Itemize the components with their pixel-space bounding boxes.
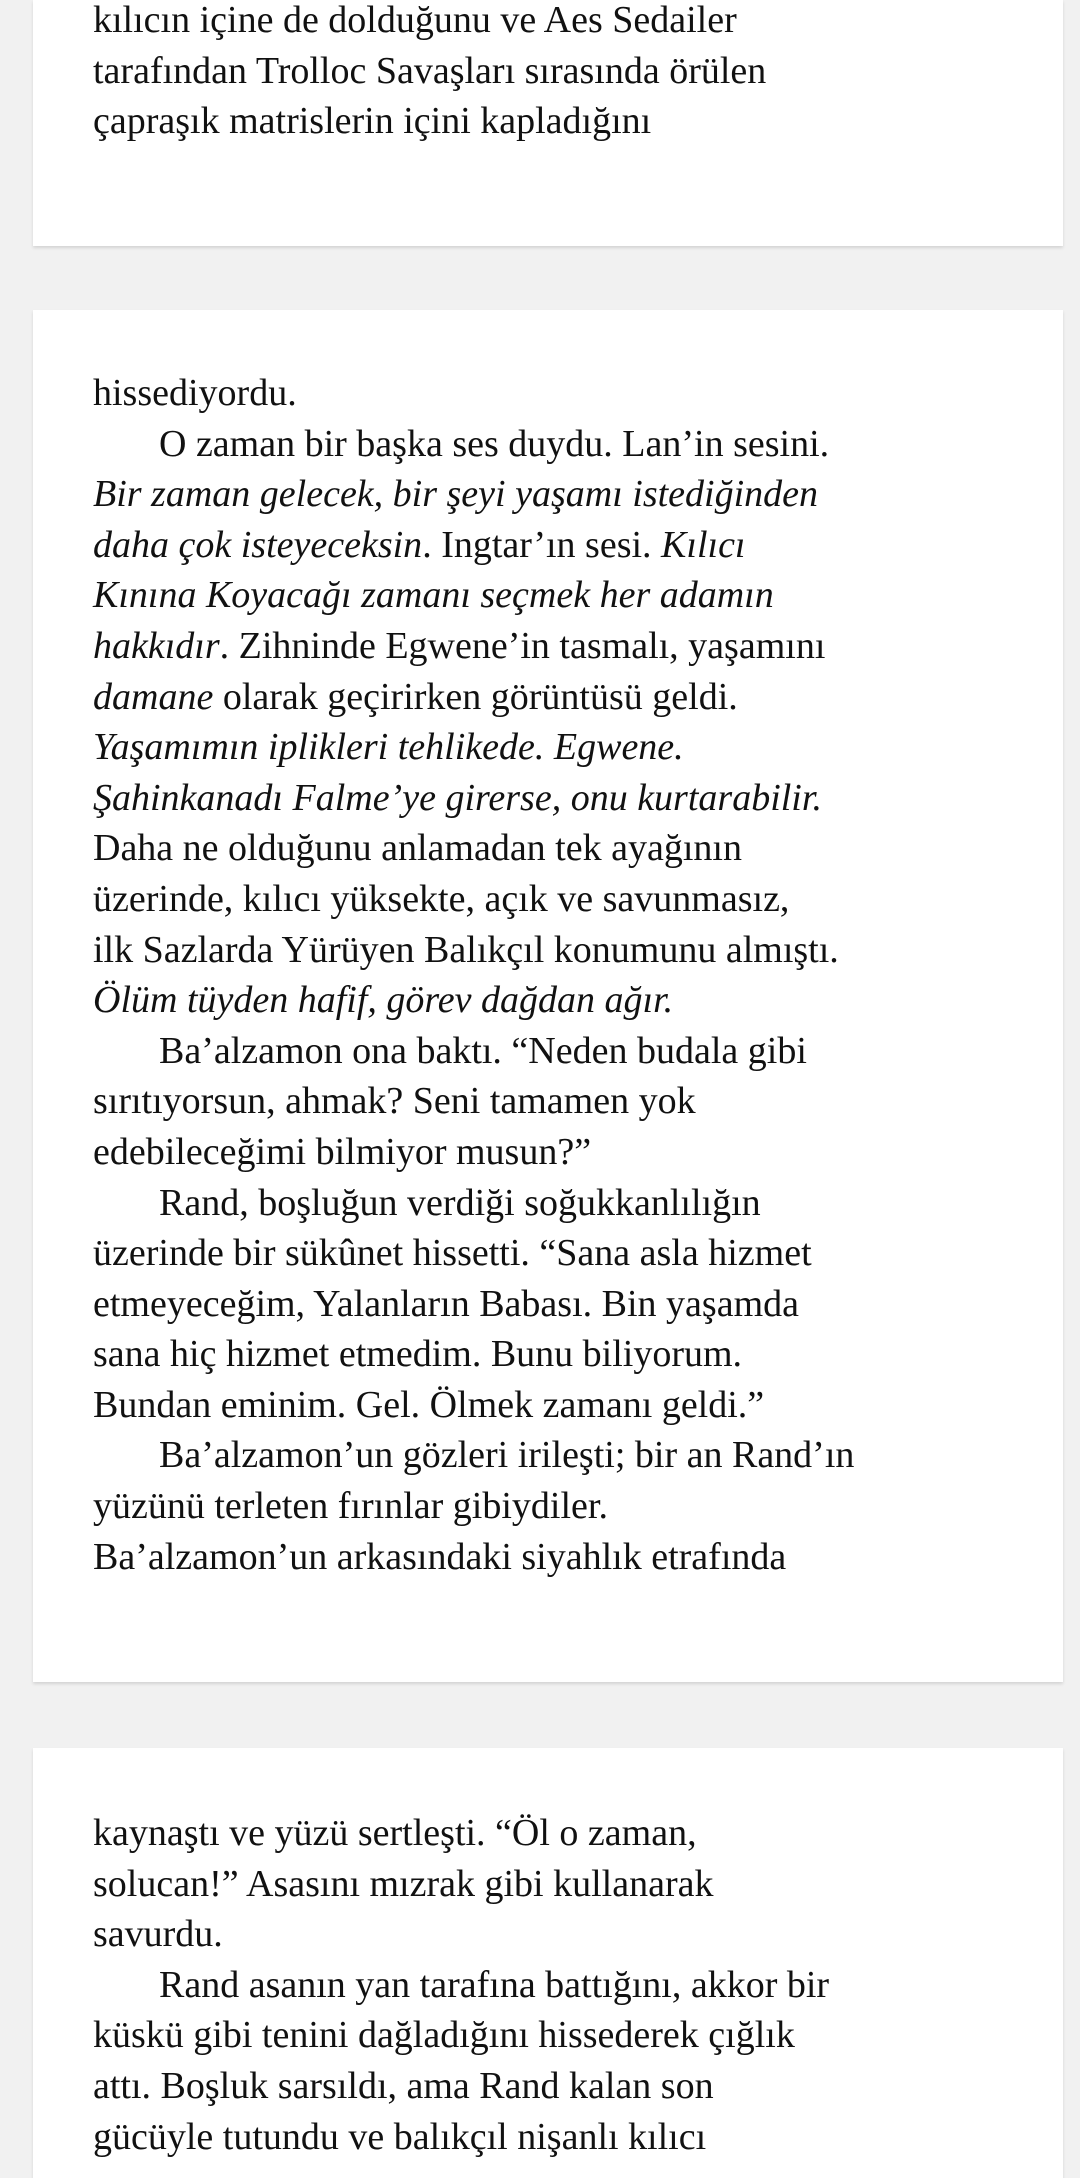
page-3-text <box>93 1808 1009 2162</box>
italic-text: Bir zaman gelecek, bir şeyi yaşamı istediğinden <box>93 473 819 516</box>
text-line: Bundan eminim. Gel. Ölmek zamanı geldi.” <box>93 1383 765 1426</box>
text-line: yüzünü terleten fırınlar gibiydiler. <box>93 1485 608 1528</box>
italic-text: daha çok isteyeceksin <box>93 523 423 566</box>
italic-text: Yaşamımın iplikleri tehlikede. Egwene. <box>93 726 684 769</box>
text-line: gücüyle tutundu ve balıkçıl nişanlı kılıcı <box>93 2115 707 2158</box>
text-line: daha çok isteyeceksin. Ingtar’ın sesi. Kılıcı <box>93 523 746 566</box>
text-line: solucan!” Asasını mızrak gibi kullanarak <box>93 1862 714 1905</box>
text-line: hissediyordu. <box>93 372 297 414</box>
italic-text: damane <box>93 675 214 718</box>
text-line: ilk Sazlarda Yürüyen Balıkçıl konumunu almıştı. <box>93 928 839 971</box>
page-2-text <box>93 368 1009 1582</box>
text-line: sana hiç hizmet etmedim. Bunu biliyorum. <box>93 1333 743 1376</box>
text-line <box>93 975 1009 1026</box>
text-line <box>93 469 1009 520</box>
text-line: savurdu. <box>93 1913 223 1956</box>
text-line: etmeyeceğim, Yalanların Babası. Bin yaşamda <box>93 1282 799 1325</box>
paragraph-first-line: Ba’alzamon’un gözleri irileşti; bir an Rand’ın <box>159 1434 855 1477</box>
italic-text: Kınına Koyacağı zamanı seçmek her adamın <box>93 574 774 617</box>
text-line: Ba’alzamon’un arkasındaki siyahlık etrafında <box>93 1535 787 1578</box>
text-line: Daha ne olduğunu anlamadan tek ayağının <box>93 827 742 870</box>
text-line: attı. Boşluk sarsıldı, ama Rand kalan son <box>93 2064 714 2107</box>
text-line: üzerinde, kılıcı yüksekte, açık ve savunmasız, <box>93 877 790 920</box>
italic-text: Ölüm tüyden hafif, görev dağdan ağır. <box>93 979 674 1022</box>
page-1-text <box>93 0 1009 147</box>
text-line <box>93 570 1009 621</box>
text-line: hakkıdır. Zihninde Egwene’in tasmalı, yaşamını <box>93 624 826 667</box>
text-line: kılıcın içine de dolduğunu ve Aes Sedailer <box>93 0 737 41</box>
text-line: damane olarak geçirirken görüntüsü geldi. <box>93 675 738 718</box>
page-1 <box>33 0 1063 246</box>
text-line: üzerinde bir sükûnet hissetti. “Sana asla hizmet <box>93 1232 812 1275</box>
italic-text: Kılıcı <box>661 523 746 566</box>
text-line: edebileceğimi bilmiyor musun?” <box>93 1130 592 1173</box>
page-2 <box>33 310 1063 1682</box>
paragraph-first-line: Rand, boşluğun verdiği soğukkanlılığın <box>159 1181 761 1224</box>
text-line: sırıtıyorsun, ahmak? Seni tamamen yok <box>93 1080 696 1123</box>
italic-text: Şahinkanadı Falme’ye girerse, onu kurtarabilir. <box>93 776 822 819</box>
text-line: tarafından Trolloc Savaşları sırasında örülen <box>93 49 767 92</box>
text-line: kaynaştı ve yüzü sertleşti. “Öl o zaman, <box>93 1812 697 1854</box>
text-line: çapraşık matrislerin içini kapladığını <box>93 100 652 143</box>
page-3 <box>33 1748 1063 2178</box>
text-line <box>93 722 1009 773</box>
italic-text: hakkıdır <box>93 624 220 667</box>
paragraph-first-line: O zaman bir başka ses duydu. Lan’in sesini. <box>159 422 830 465</box>
text-line: küskü gibi tenini dağladığını hissederek çığlık <box>93 2014 795 2057</box>
paragraph-first-line: Rand asanın yan tarafına battığını, akkor bir <box>159 1963 830 2006</box>
text-line <box>93 773 1009 824</box>
paragraph-first-line: Ba’alzamon ona baktı. “Neden budala gibi <box>159 1029 807 1072</box>
